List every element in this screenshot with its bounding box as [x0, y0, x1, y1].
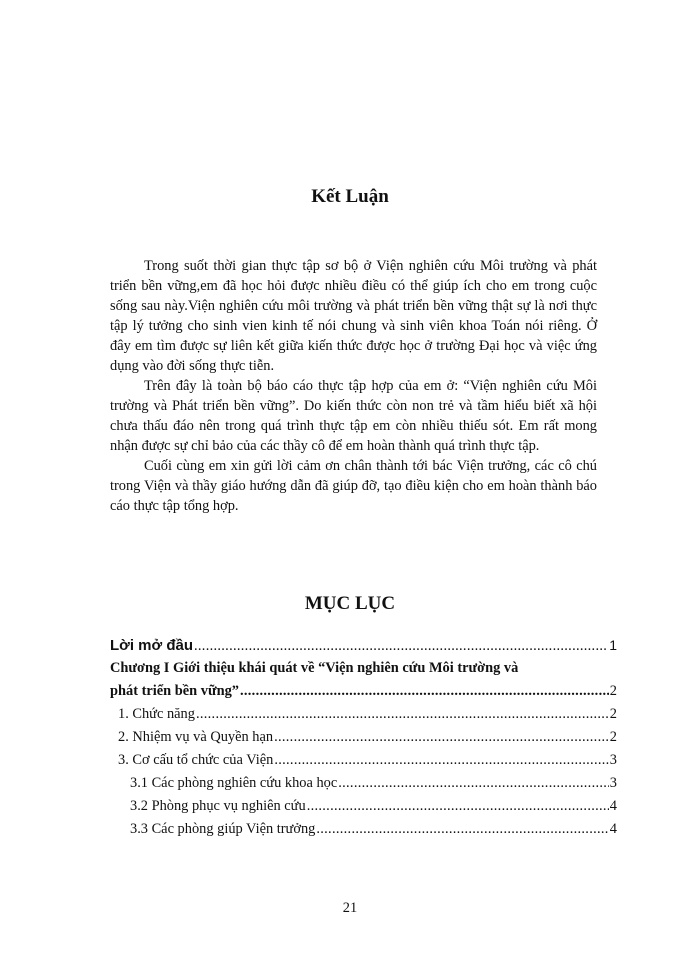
toc-entry-page: 2: [609, 683, 617, 699]
toc-entry-intro[interactable]: [110, 637, 617, 658]
toc-entry-title: 3.3 Các phòng giúp Viện trưởng: [130, 821, 316, 837]
toc-subentry[interactable]: [110, 798, 617, 819]
conclusion-body: [110, 256, 597, 516]
toc-heading: MỤC LỤC: [304, 593, 396, 614]
toc-entry-page: 2: [609, 729, 617, 745]
toc-entry-title: 2. Nhiệm vụ và Quyền hạn: [118, 729, 274, 745]
toc-entry[interactable]: [110, 752, 617, 773]
toc-leader-dots: [338, 775, 609, 792]
table-of-contents: [110, 637, 617, 844]
toc-subentry[interactable]: [110, 821, 617, 842]
toc-leader-dots: [194, 638, 608, 655]
toc-chapter-title-line1[interactable]: Chương I Giới thiệu khái quát về “Viện nghiên cứu Môi trường và: [110, 660, 519, 676]
toc-entry-title: Lời mở đầu: [110, 637, 193, 654]
toc-leader-dots: [316, 821, 608, 838]
conclusion-paragraph-3: Cuối cùng em xin gửi lời cảm ơn chân thành tới bác Viện trưởng, các cô chú trong Viện và thầy giáo hướng dẫn đã giúp đỡ, tạo điều kiện cho em hoàn thành báo cáo thực tập tổng hợp.: [110, 458, 597, 514]
toc-entry-page: 2: [609, 706, 617, 722]
toc-entry-page: 1: [609, 637, 617, 653]
toc-entry-title: 1. Chức năng: [118, 706, 195, 722]
toc-entry-chapter-1[interactable]: [110, 683, 617, 704]
toc-entry-page: 3: [609, 775, 617, 791]
page-number: 21: [342, 900, 358, 916]
toc-entry-page: 4: [609, 798, 617, 814]
toc-chapter-title-line2: phát triển bền vững”: [110, 683, 239, 699]
conclusion-heading: Kết Luận: [311, 186, 389, 207]
toc-leader-dots: [307, 798, 609, 815]
toc-leader-dots: [274, 752, 608, 769]
toc-entry[interactable]: [110, 706, 617, 727]
toc-entry-page: 4: [609, 821, 617, 837]
toc-leader-dots: [274, 729, 609, 746]
toc-leader-dots: [240, 683, 609, 700]
toc-entry-title: 3.2 Phòng phục vụ nghiên cứu: [130, 798, 306, 814]
conclusion-paragraph-2: Trên đây là toàn bộ báo cáo thực tập hợp của em ở: “Viện nghiên cứu Môi trường và Phát triển bền vững”. Do kiến thức còn non trẻ và tầm hiểu biết xã hội chưa thấu đáo nên trong quá trình thực tập em còn nhiều thiếu sót. Em rất mong nhận được sự chỉ bảo của các thầy cô để em hoàn thành quá trình thực tập.: [110, 378, 597, 454]
toc-subentry[interactable]: [110, 775, 617, 796]
conclusion-paragraph-1: Trong suốt thời gian thực tập sơ bộ ở Viện nghiên cứu Môi trường và phát triển bền vững,em đã học hỏi được nhiều điều có thể giúp ích cho em trong cuộc sống sau này.Viện nghiên cứu môi trường và phát triển bền vững thật sự là nơi thực tập lý tưởng cho sinh vien kinh tế nói chung và sinh viên khoa Toán nói riêng. Ở đây em tìm được sự liên kết giữa kiến thức được học ở trường Đại học và việc ứng dụng vào đời sống thực tiễn.: [110, 258, 597, 374]
toc-entry[interactable]: [110, 729, 617, 750]
toc-leader-dots: [196, 706, 609, 723]
toc-entry-title: 3.1 Các phòng nghiên cứu khoa học: [130, 775, 338, 791]
toc-entry-title: 3. Cơ cấu tổ chức của Viện: [118, 752, 274, 768]
toc-entry-page: 3: [609, 752, 617, 768]
